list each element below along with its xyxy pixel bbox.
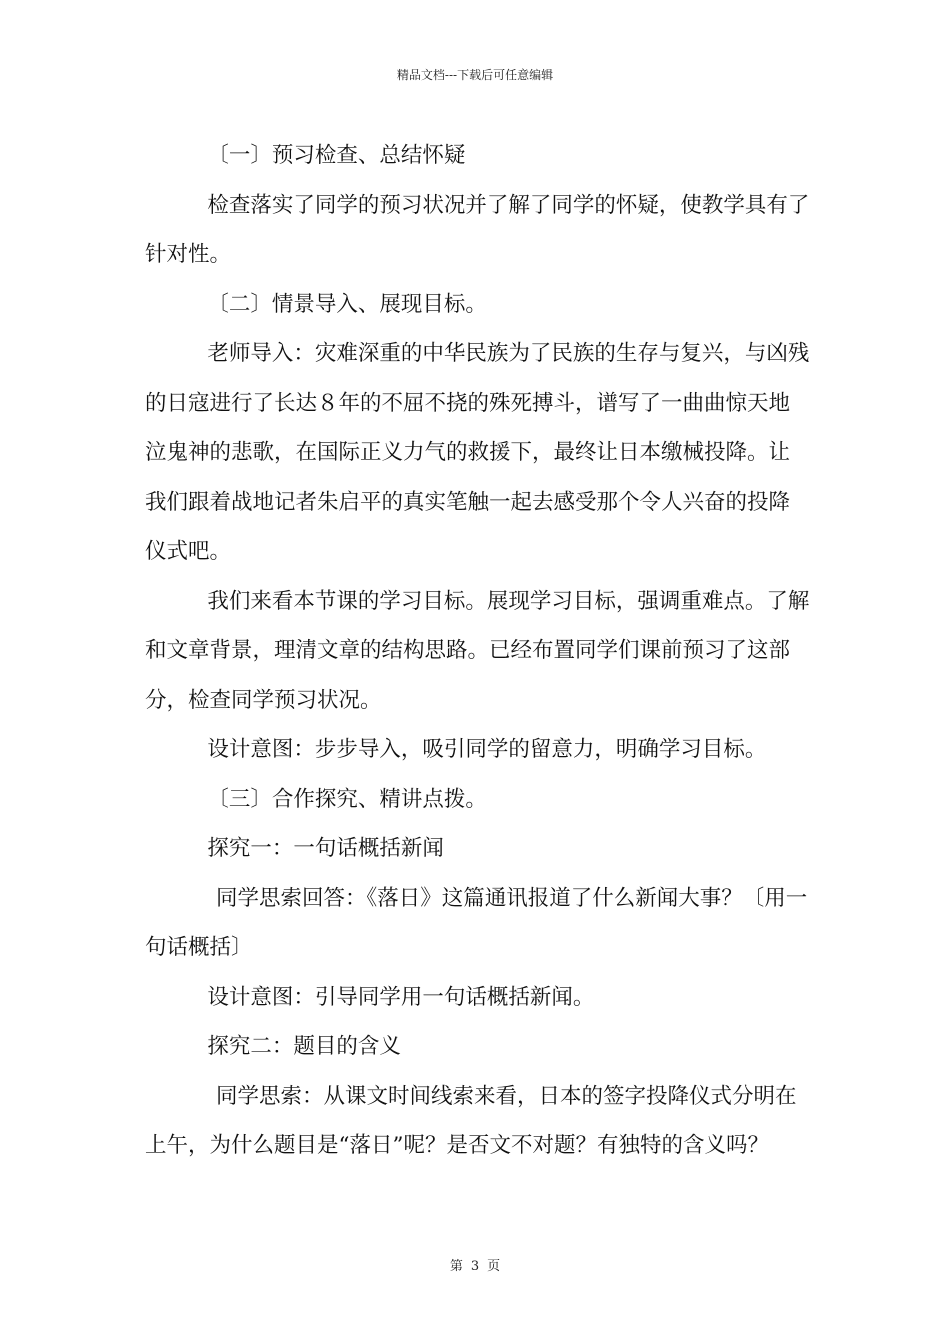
document-body — [145, 131, 810, 1171]
section-heading-1: 〔一〕预习检查、总结怀疑 — [207, 143, 466, 168]
paragraph-student-answer-1: 同学思索回答：《落日》这篇通讯报道了什么新闻大事？〔用一句话概括〕 — [145, 885, 808, 960]
paragraph-preview-check: 检查落实了同学的预习状况并了解了同学的怀疑，使教学具有了针对性。 — [145, 192, 810, 267]
paragraph-learning-goals: 我们来看本节课的学习目标。展现学习目标，强调重难点。了解和文章背景，理清文章的结构思路。已经布置同学们课前预习了这部分，检查同学预习状况。 — [145, 588, 810, 713]
page-footer — [0, 1255, 950, 1274]
paragraph-student-think-2: 同学思索：从课文时间线索来看，日本的签字投降仪式分明在上午，为什么题目是“落日”呢？是否文不对题？有独特的含义吗？ — [145, 1083, 797, 1158]
page-header: 精品文档---下载后可任意编辑 — [396, 68, 554, 82]
page-number-suffix: 页 — [487, 1259, 501, 1274]
paragraph-design-intent-2: 设计意图：引导同学用一句话概括新闻。 — [207, 984, 595, 1010]
section-heading-2: 〔二〕情景导入、展现目标。 — [207, 291, 487, 317]
paragraph-design-intent-1: 设计意图：步步导入，吸引同学的留意力，明确学习目标。 — [207, 737, 767, 762]
paragraph-inquiry-1: 探究一：一句话概括新闻 — [207, 836, 444, 861]
page-number-prefix: 第 — [449, 1259, 463, 1274]
paragraph-inquiry-2: 探究二：题目的含义 — [207, 1034, 401, 1059]
paragraph-teacher-intro: 老师导入：灾难深重的中华民族为了民族的生存与复兴，与凶残的日寇进行了长达８年的不屈不挠的殊死搏斗，谱写了一曲曲惊天地泣鬼神的悲歌，在国际正义力气的救援下，最终让日本缴械投降。让我们跟着战地记者朱启平的真实笔触一起去感受那个令人兴奋的投降仪式吧。 — [145, 341, 810, 564]
page-number: 3 — [470, 1259, 480, 1274]
section-heading-3: 〔三〕合作探究、精讲点拨。 — [207, 786, 487, 812]
